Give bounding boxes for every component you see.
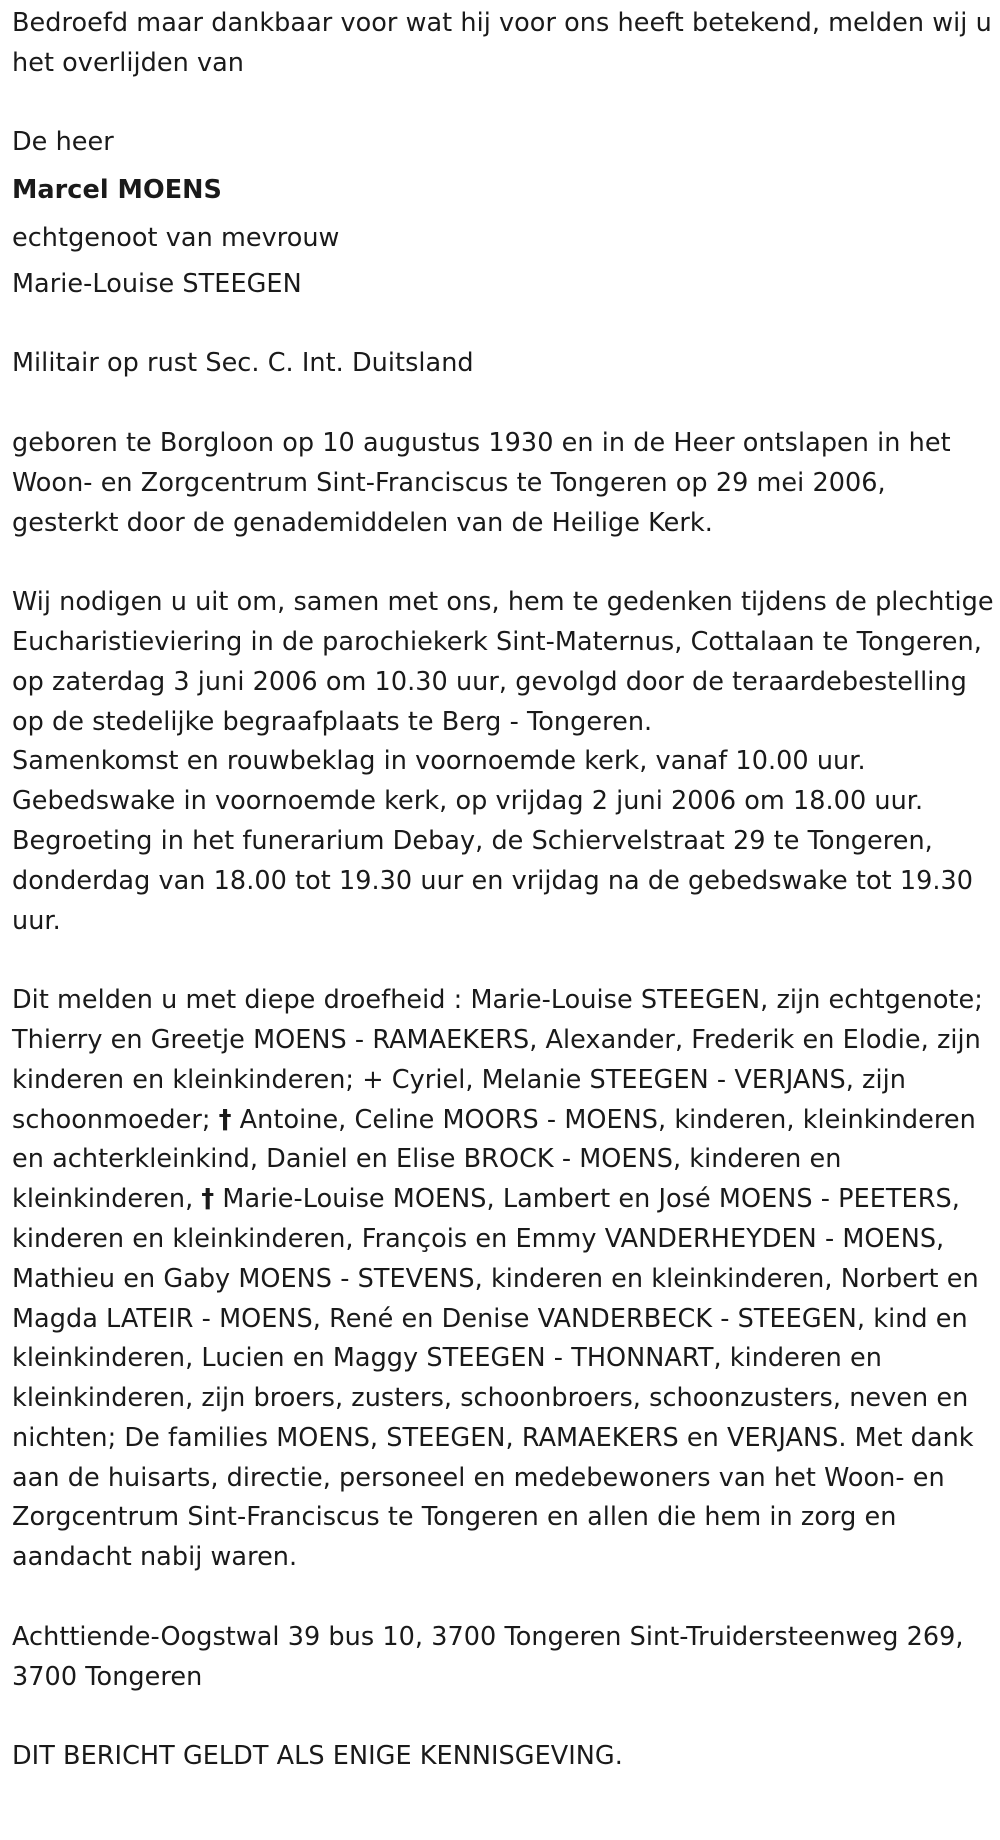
salutation: De heer <box>12 127 114 158</box>
ceremony-section <box>12 583 1000 941</box>
ceremony-invitation: Wij nodigen u uit om, samen met ons, hem te gedenken tijdens de plechtige Eucharistieviering in de parochiekerk Sint-Maternus, Cottalaan te Tongeren, op zaterdag 3 juni 2006 om 10.30 uur, gevolgd door de teraardebestelling op de stedelijke begraafplaats te Berg - Tongeren. <box>12 587 994 737</box>
family-text-part1: Dit melden u met diepe droefheid : Marie-Louise STEEGEN, zijn echtgenote; Thierry en Greetje MOENS - RAMAEKERS, Alexander, Frederik en Elodie, zijn kinderen en kleinkinderen; + Cyriel, Melanie STEEGEN - VERJANS, zijn schoonmoeder; <box>12 985 983 1135</box>
ceremony-gathering: Samenkomst en rouwbeklag in voornoemde kerk, vanaf 10.00 uur. <box>12 746 866 777</box>
cross-icon: † <box>218 1104 232 1135</box>
deceased-name: Marcel MOENS <box>12 175 222 206</box>
cross-icon: † <box>201 1184 215 1215</box>
family-text-part2: Antoine, Celine MOORS - MOENS, kinderen, kleinkinderen en achterkleinkind, Daniel en Elise BROCK - MOENS, kinderen en kleinkinderen, <box>12 1104 976 1215</box>
spacer <box>12 543 1000 583</box>
occupation: Militair op rust Sec. C. Int. Duitsland <box>12 348 474 379</box>
spacer <box>12 305 1000 345</box>
closing-statement: DIT BERICHT GELDT ALS ENIGE KENNISGEVING. <box>12 1741 623 1772</box>
spacer <box>12 941 1000 981</box>
spacer <box>12 1578 1000 1618</box>
address: Achttiende-Oogstwal 39 bus 10, 3700 Tongeren Sint-Truidersteenweg 269, 3700 Tongeren <box>12 1621 964 1692</box>
ceremony-visitation: Begroeting in het funerarium Debay, de Schiervelstraat 29 te Tongeren, donderdag van 18.00 tot 19.30 uur en vrijdag na de gebedswake tot 19.30 uur. <box>12 825 974 936</box>
spouse-relation: echtgenoot van mevrouw <box>12 222 340 253</box>
spacer <box>12 384 1000 424</box>
family-text-part3: Marie-Louise MOENS, Lambert en José MOENS - PEETERS, kinderen en kleinkinderen, François en Emmy VANDERHEYDEN - MOENS, Mathieu en Gaby MOENS - STEVENS, kinderen en kleinkinderen, Norbert en Magda LATEIR - MOENS, René en Denise VANDERBECK - STEEGEN, kind en kleinkinderen, Lucien en Maggy STEEGEN - THONNART, kinderen en kleinkinderen, zijn broers, zusters, schoonbroers, schoonzusters, neven en nichten; De families MOENS, STEEGEN, RAMAEKERS en VERJANS. Met dank aan de huisarts, directie, personeel en medebewoners van het Woon- en Zorgcentrum Sint-Franciscus te Tongeren en allen die hem in zorg en aandacht nabij waren. <box>12 1184 979 1573</box>
spacer <box>12 84 1000 124</box>
spouse-name: Marie-Louise STEEGEN <box>12 268 302 299</box>
family-announcement <box>12 981 1000 1578</box>
intro-text: Bedroefd maar dankbaar voor wat hij voor ons heeft betekend, melden wij u het overlijden van <box>12 8 992 78</box>
spacer <box>12 1697 1000 1737</box>
birth-death-text: geboren te Borgloon op 10 augustus 1930 en in de Heer ontslapen in het Woon- en Zorgcentrum Sint-Franciscus te Tongeren op 29 mei 2006, gesterkt door de genademiddelen van de Heilige Kerk. <box>12 427 951 538</box>
ceremony-wake: Gebedswake in voornoemde kerk, op vrijdag 2 juni 2006 om 18.00 uur. <box>12 786 924 817</box>
